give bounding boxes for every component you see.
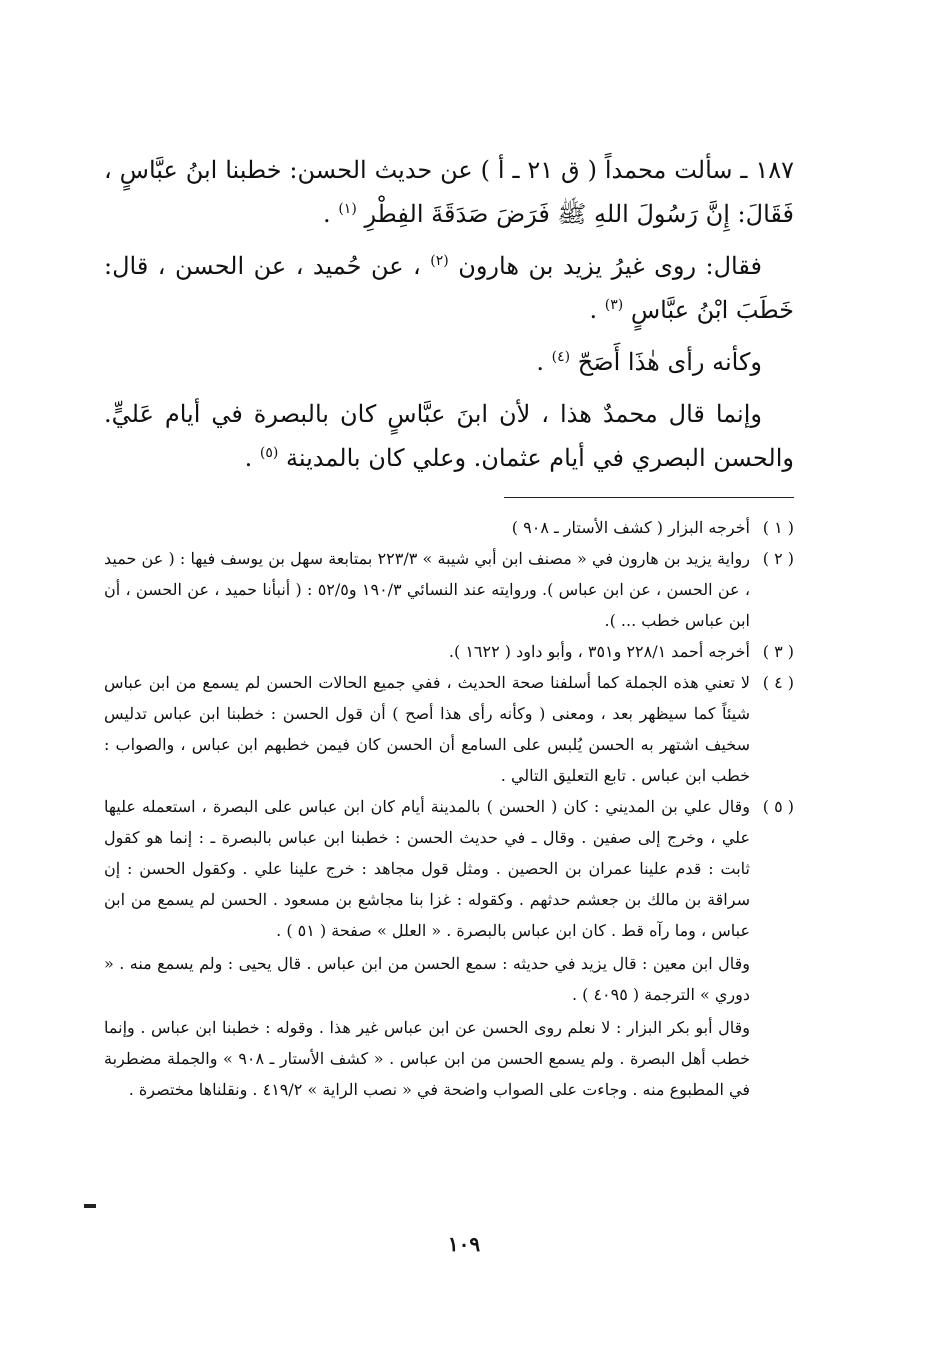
- footnote-2: [104, 543, 794, 636]
- footnote-4: [104, 667, 794, 791]
- footnote-text: أخرجه أحمد ٢٢٨/١ و٣٥١ ، وأبو داود ( ١٦٢٢ ).: [448, 642, 750, 661]
- commentary-1-text-b: ، عن حُميد ، عن الحسن ، قال: خَطَبَ ابْنُ عبَّاسٍ: [104, 252, 794, 324]
- footnote-text: وقال أبو بكر البزار : لا نعلم روى الحسن عن ابن عباس غير هذا . وقوله : خطبنا ابن عباس . وإنما خطب أهل البصرة . ولم يسمع الحسن من ابن عباس . « كشف الأستار ـ ٩٠٨ » والجملة مضطربة في المطبوع منه . وجاءت على الصواب واضحة في « نصب الراية » ٤١٩/٢ . ونقلناها مختصرة .: [104, 1018, 750, 1099]
- footnote-ref-3[interactable]: (٣): [604, 297, 624, 313]
- commentary-paragraph-3: [104, 392, 794, 480]
- footnote-ref-2[interactable]: (٢): [430, 253, 449, 269]
- commentary-3-text-a: وإنما قال محمدٌ هذا ، لأن ابنَ عبَّاسٍ كان بالبصرة في أيام عَليٍّ. والحسن البصري في أيام عثمان. وعلي كان بالمدينة: [104, 400, 794, 472]
- footnote-body: [104, 667, 750, 791]
- commentary-2-text-a: وكأنه رأى هٰذَا أَصَحّ: [577, 348, 762, 376]
- commentary-paragraph-2: [104, 340, 794, 384]
- page-number: ١٠٩: [447, 1232, 481, 1256]
- footnote-5: [104, 791, 794, 1105]
- footnote-text: وقال ابن معين : قال يزيد في حديثه : سمع الحسن من ابن عباس . قال يحيى : ولم يسمع منه . « دوري » الترجمة ( ٤٠٩٥ ) .: [104, 954, 750, 1004]
- footnote-body: [104, 543, 750, 636]
- footnote-text: وقال علي بن المديني : كان ( الحسن ) بالمدينة أيام كان ابن عباس على البصرة ، استعمله عليها علي ، وخرج إلى صفين . وقال ـ في حديث الحسن : خطبنا ابن عباس بالبصرة ـ : إنما هو كقول ثابت : قدم علينا عمران بن الحصين . ومثل قول مجاهد : خرج علينا علي . وكقول الحسن : إن سراقة بن مالك بن جعشم حدثهم . وكقوله : غزا بنا مجاشع بن مسعود . الحسن لم يسمع من ابن عباس ، وما رآه قط . كان ابن عباس بالبصرة . « العلل » صفحة ( ٥١ ) .: [104, 797, 750, 940]
- footnote-number: ( ٤ ): [762, 673, 794, 692]
- footnote-number: ( ٣ ): [762, 642, 794, 661]
- commentary-1-text-c: .: [589, 296, 598, 324]
- footnote-body: [104, 512, 750, 543]
- commentary-2-text-b: .: [536, 348, 544, 376]
- hadith-187-line1: ١٨٧ ـ سألت محمداً ( ق ٢١ ـ أ ) عن حديث الحسن: خطبنا ابنُ عبَّاسٍ ،: [104, 156, 794, 184]
- footnote-number: ( ٥ ): [762, 797, 794, 816]
- main-text: [104, 148, 794, 488]
- margin-mark: [84, 1204, 96, 1208]
- footnote-3: [104, 636, 794, 667]
- footnotes-section: [104, 512, 794, 1105]
- hadith-187-end: .: [323, 200, 331, 228]
- hadith-187: [104, 148, 794, 236]
- footnote-number: ( ١ ): [762, 518, 794, 537]
- footnote-1: [104, 512, 794, 543]
- commentary-paragraph-1: [104, 244, 794, 332]
- footnote-ref-1[interactable]: (١): [338, 201, 357, 217]
- hadith-187-line2: فَقَالَ: إِنَّ رَسُولَ اللهِ ﷺ فَرَضَ صَدَقَةَ الفِطْرِ: [364, 200, 794, 228]
- commentary-1-text-a: فقال: روى غيرُ يزيد بن هارون: [458, 252, 762, 280]
- commentary-3-text-b: .: [244, 444, 253, 472]
- footnote-number: ( ٢ ): [762, 549, 794, 568]
- footnote-text: لا تعني هذه الجملة كما أسلفنا صحة الحديث ، ففي جميع الحالات الحسن لم يسمع من ابن عباس شيئاً كما سيظهر بعد ، ومعنى ( وكأنه رأى هذا أصح ) أن قول الحسن : خطبنا ابن عباس تدليس سخيف اشتهر به الحسن يُلبس على السامع أن الحسن كان فيمن خطبهم ابن عباس ، والصواب : خطب ابن عباس . تابع التعليق التالي .: [104, 673, 750, 785]
- footnote-separator: [504, 497, 794, 498]
- footnote-body: [104, 791, 750, 1105]
- footnote-text: رواية يزيد بن هارون في « مصنف ابن أبي شيبة » ٢٢٣/٣ بمتابعة سهل بن يوسف فيها : ( عن حميد ، عن الحسن ، عن ابن عباس ). وروايته عند النسائي ١٩٠/٣ و٥٢/٥ : ( أنبأنا حميد ، عن الحسن ، أن ابن عباس خطب ... ).: [104, 549, 751, 630]
- footnote-body: [104, 636, 750, 667]
- footnote-ref-4[interactable]: (٤): [551, 349, 571, 365]
- footnote-ref-5[interactable]: (٥): [259, 445, 279, 461]
- footnote-text: أخرجه البزار ( كشف الأستار ـ ٩٠٨ ): [511, 518, 750, 537]
